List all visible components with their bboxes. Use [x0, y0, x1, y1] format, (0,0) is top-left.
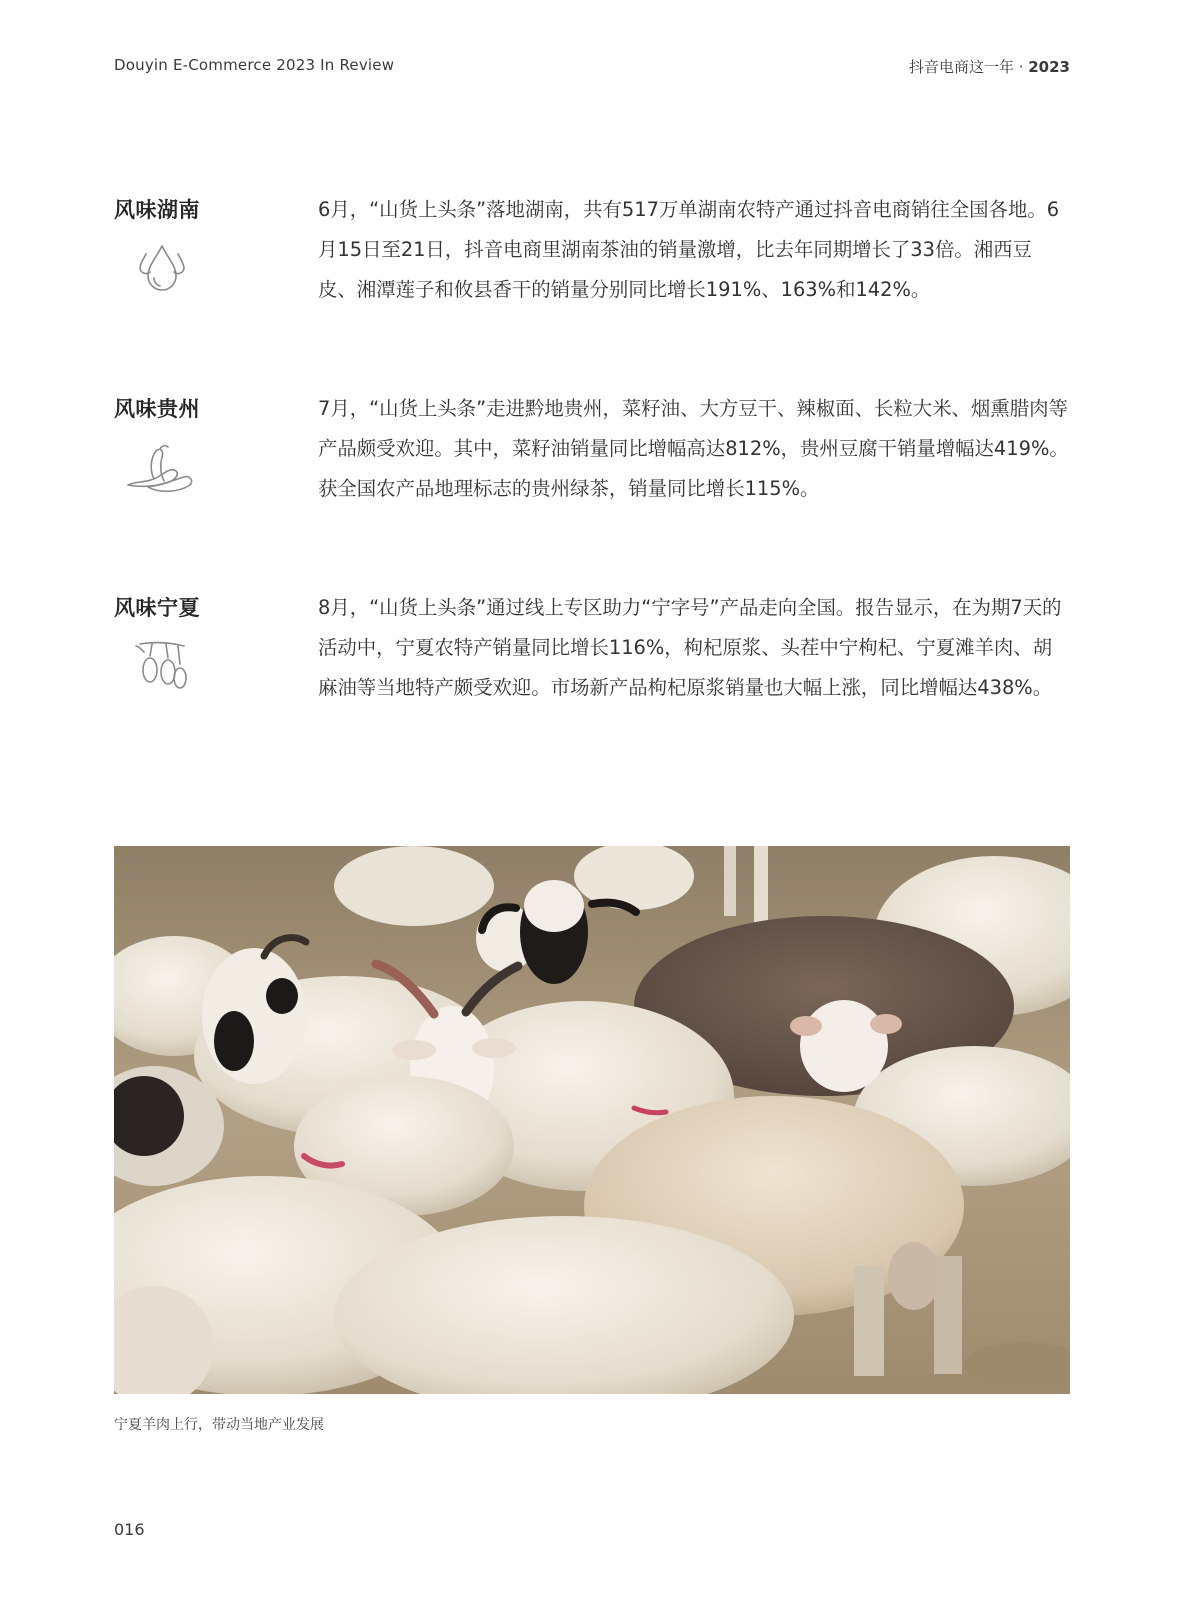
- section-body: 6月，“山货上头条”落地湖南，共有517万单湖南农特产通过抖音电商销往全国各地。6月15日至21日，抖音电商里湖南茶油的销量激增，比去年同期增长了33倍。湘西豆皮、湘潭莲子和攸县香干的销量分别同比增长191%、163%和142%。: [318, 198, 1060, 301]
- report-year: 2023: [1028, 58, 1070, 76]
- report-title-chinese: [909, 56, 1070, 77]
- sheep-herd-illustration: [114, 846, 1070, 1394]
- report-title: Douyin E-Commerce 2023 In Review: [114, 56, 395, 74]
- section-body: 7月，“山货上头条”走进黔地贵州，菜籽油、大方豆干、辣椒面、长粒大米、烟熏腊肉等产品颇受欢迎。其中，菜籽油销量同比增幅高达812%，贵州豆腐干销量增幅达419%。获全国农产品地理标志的贵州绿茶，销量同比增长115%。: [318, 397, 1069, 500]
- chili-peppers-icon: [124, 441, 196, 501]
- report-title-chinese-text: 抖音电商这一年 ·: [908, 58, 1029, 76]
- droplets-icon: [132, 240, 192, 300]
- page-number: 016: [114, 1520, 145, 1539]
- section-title: 风味湖南: [114, 198, 200, 222]
- sheep-herd-photo: [114, 846, 1070, 1394]
- section-body: 8月，“山货上头条”通过线上专区助力“宁字号”产品走向全国。报告显示，在为期7天的活动中，宁夏农特产销量同比增长116%，枸杞原浆、头茬中宁枸杞、宁夏滩羊肉、胡麻油等当地特产颇受欢迎。市场新产品枸杞原浆销量也大幅上涨，同比增幅达438%。: [318, 596, 1062, 699]
- photo-caption: 宁夏羊肉上行，带动当地产业发展: [114, 1417, 324, 1433]
- section-title: 风味贵州: [114, 397, 200, 421]
- section-title: 风味宁夏: [114, 596, 200, 620]
- goji-berries-icon: [132, 636, 192, 696]
